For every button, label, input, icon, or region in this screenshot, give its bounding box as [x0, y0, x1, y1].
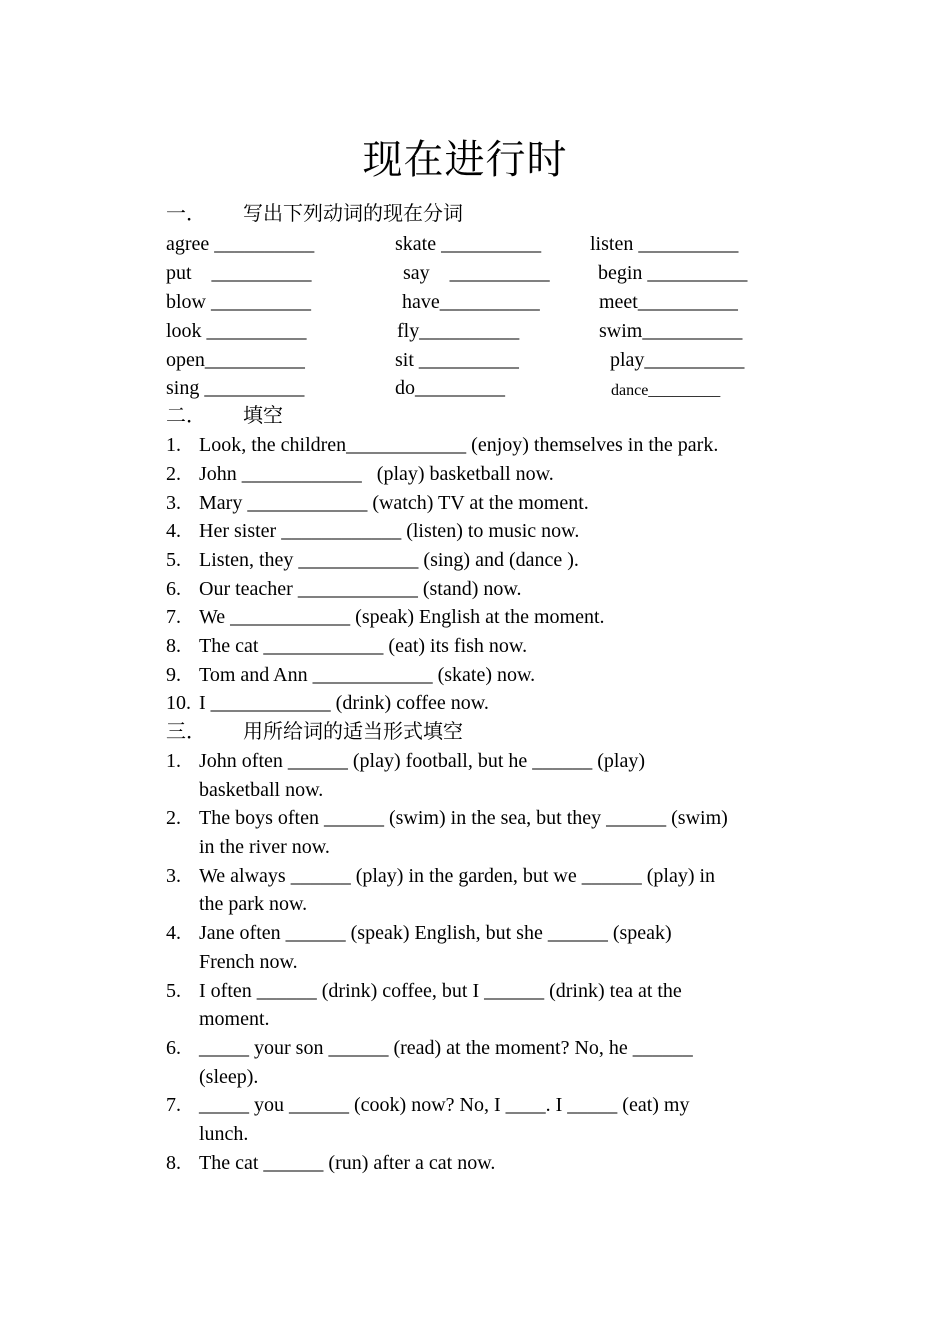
- verb-item: listen __________: [590, 233, 739, 255]
- item-number: 2.: [166, 463, 181, 485]
- item-text: Our teacher ____________ (stand) now.: [199, 578, 522, 600]
- item-number: 7.: [166, 606, 181, 628]
- verb-item: dance_________: [611, 382, 721, 399]
- item-number: 5.: [166, 549, 181, 571]
- item-text: Her sister ____________ (listen) to music now.: [199, 520, 580, 542]
- verb-item: swim__________: [594, 320, 743, 342]
- item-number: 1.: [166, 434, 181, 456]
- item-number: 4.: [166, 922, 181, 944]
- item-text-line2: (sleep).: [199, 1066, 259, 1088]
- item-number: 4.: [166, 520, 181, 542]
- verb-item: open__________: [166, 349, 305, 371]
- verb-item: meet__________: [594, 291, 738, 313]
- verb-item: play__________: [610, 349, 745, 371]
- verb-item: put __________: [166, 262, 312, 284]
- item-number: 9.: [166, 664, 181, 686]
- verb-item: sit __________: [395, 349, 519, 371]
- item-number: 7.: [166, 1094, 181, 1116]
- verb-item: fly__________: [397, 320, 520, 342]
- item-text: We ____________ (speak) English at the moment.: [199, 606, 605, 628]
- item-text-line1: _____ your son ______ (read) at the moment? No, he ______: [199, 1037, 693, 1059]
- item-number: 8.: [166, 1152, 181, 1174]
- item-text: I ____________ (drink) coffee now.: [199, 692, 489, 714]
- item-text: Listen, they ____________ (sing) and (dance ).: [199, 549, 579, 571]
- item-number: 3.: [166, 492, 181, 514]
- verb-item: begin __________: [593, 262, 748, 284]
- item-text-line2: the park now.: [199, 893, 308, 915]
- section1-number: 一．: [166, 203, 206, 225]
- item-text: Mary ____________ (watch) TV at the moment.: [199, 492, 589, 514]
- item-number: 6.: [166, 578, 181, 600]
- item-number: 8.: [166, 635, 181, 657]
- verb-item: have__________: [397, 291, 540, 313]
- item-text-line1: I often ______ (drink) coffee, but I ______ (drink) tea at the: [199, 980, 682, 1002]
- item-text: The cat ____________ (eat) its fish now.: [199, 635, 528, 657]
- page-title: 现在进行时: [362, 137, 568, 182]
- item-number: 1.: [166, 750, 181, 772]
- section2-number: 二．: [166, 405, 206, 427]
- section3-number: 三．: [166, 721, 206, 743]
- section3-heading: 用所给词的适当形式填空: [243, 721, 463, 743]
- item-text-line2: basketball now.: [199, 779, 324, 801]
- item-text-line1: The cat ______ (run) after a cat now.: [199, 1152, 496, 1174]
- item-text-line2: French now.: [199, 951, 298, 973]
- item-number: 5.: [166, 980, 181, 1002]
- section1-heading: 写出下列动词的现在分词: [243, 203, 463, 225]
- verb-item: say __________: [398, 262, 550, 284]
- item-text: Look, the children____________ (enjoy) themselves in the park.: [199, 434, 719, 456]
- item-text: John ____________ (play) basketball now.: [199, 463, 554, 485]
- verb-item: blow __________: [166, 291, 311, 313]
- item-text: Tom and Ann ____________ (skate) now.: [199, 664, 536, 686]
- item-text-line2: in the river now.: [199, 836, 330, 858]
- item-text-line1: The boys often ______ (swim) in the sea, but they ______ (swim): [199, 807, 728, 829]
- item-text-line2: moment.: [199, 1008, 270, 1030]
- item-text-line1: We always ______ (play) in the garden, but we ______ (play) in: [199, 865, 716, 887]
- section2-heading: 填空: [243, 405, 283, 427]
- item-number: 10.: [166, 692, 191, 714]
- item-text-line1: _____ you ______ (cook) now? No, I ____. I _____ (eat) my: [199, 1094, 690, 1116]
- item-number: 2.: [166, 807, 181, 829]
- item-number: 3.: [166, 865, 181, 887]
- verb-item: skate __________: [395, 233, 542, 255]
- item-text-line1: Jane often ______ (speak) English, but she ______ (speak): [199, 922, 672, 944]
- item-text-line2: lunch.: [199, 1123, 249, 1145]
- verb-item: sing __________: [166, 377, 305, 399]
- verb-item: agree __________: [166, 233, 315, 255]
- item-text-line1: John often ______ (play) football, but he ______ (play): [199, 750, 646, 772]
- item-number: 6.: [166, 1037, 181, 1059]
- verb-item: look __________: [166, 320, 307, 342]
- verb-item: do_________: [395, 377, 505, 399]
